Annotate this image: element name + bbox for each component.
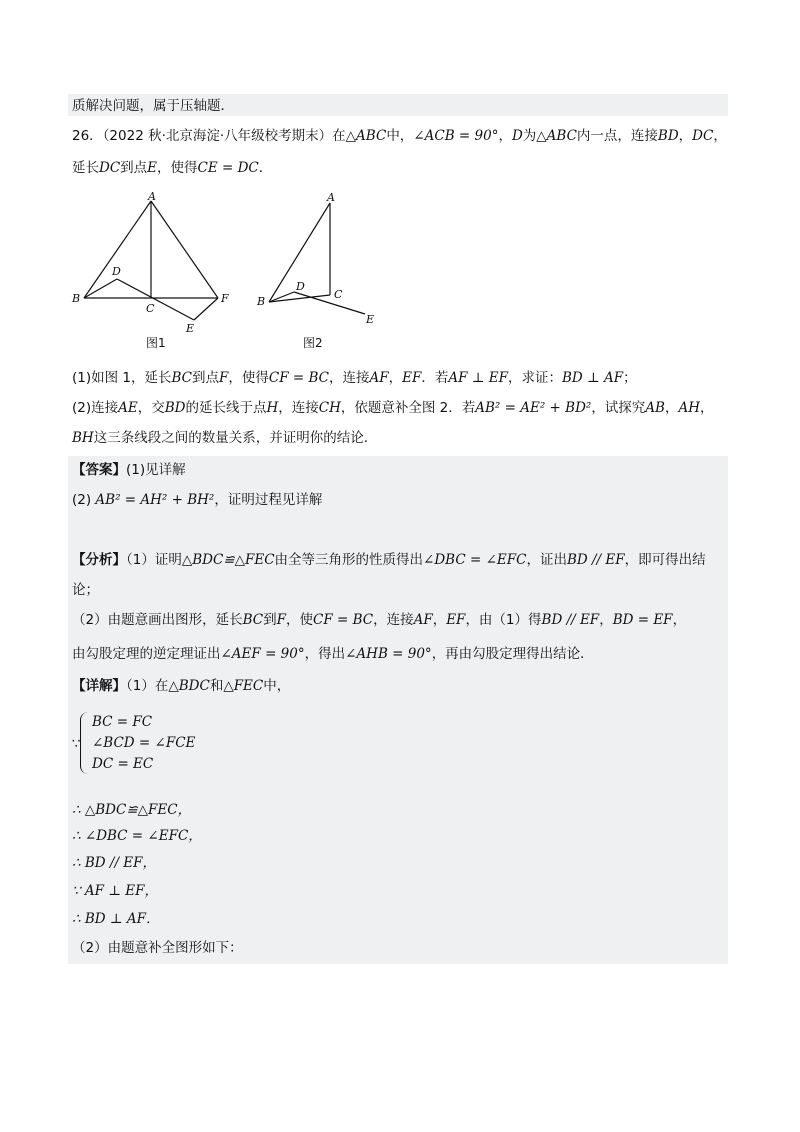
answer-heading: 【答案】 <box>72 462 126 478</box>
sys-eq: DC = EC <box>92 756 154 772</box>
fig2-label-c: C <box>334 288 343 301</box>
p1-text: ，求证： <box>507 370 562 386</box>
ana-text: ，连接 <box>373 612 414 628</box>
question-source: （2022 秋·北京海淀·八年级校考期末） <box>102 128 333 144</box>
q-text: 内一点，连接 <box>576 128 658 144</box>
p1-seg: EF <box>402 370 422 386</box>
ana-seg: EF <box>446 612 466 628</box>
det-text: （2）由题意补全图形如下： <box>72 940 243 956</box>
det-text: 和 <box>209 678 224 694</box>
q-text: ， <box>713 128 727 144</box>
ana-angle: ∠AEF = 90° <box>220 646 305 662</box>
question-line-2 <box>72 158 727 178</box>
det-result: ∴ BD // EF， <box>72 855 157 871</box>
p1-point: F <box>219 370 229 386</box>
question-line-1 <box>72 126 727 146</box>
fig1-label-c: C <box>146 302 155 315</box>
detail-part-2 <box>72 938 727 958</box>
ana-cong: △BDC≌△FEC <box>181 552 275 568</box>
system-row-1 <box>92 712 747 732</box>
q-text: ，使得 <box>157 160 198 176</box>
detail-line-1 <box>72 676 727 696</box>
q-text: 延长 <box>72 160 99 176</box>
p2-eq: AB² = AE² + BD² <box>475 400 592 416</box>
det-text: 中， <box>263 678 291 694</box>
fig1-label-d: D <box>112 265 121 278</box>
det-result: ∴ BD ⊥ AF． <box>72 911 160 927</box>
detail-heading: 【详解】 <box>72 678 126 694</box>
sys-eq: ∠BCD = ∠FCE <box>92 735 196 751</box>
p2-seg: BD <box>164 400 186 416</box>
q-triangle: △ABC <box>536 128 577 144</box>
det-tri: △FEC <box>223 678 264 694</box>
fig1-label-a: A <box>148 190 156 203</box>
system-row-2 <box>92 733 747 753</box>
analysis-line-3 <box>72 610 727 630</box>
q-text: ． <box>258 160 273 176</box>
result-line-3 <box>72 853 727 873</box>
answer-2-eq: AB² = AH² + BH² <box>95 492 215 508</box>
det-result: ∵ AF ⊥ EF， <box>72 883 158 899</box>
answer-2-text: ，证明过程见详解 <box>214 492 323 508</box>
q-seg: DC <box>692 128 714 144</box>
ana-eq: CF = BC <box>312 612 374 628</box>
ana-text: ，证出 <box>526 552 567 568</box>
p1-text: ， <box>388 370 403 386</box>
q-eq: CE = DC <box>197 160 259 176</box>
p2-seg: AE <box>118 400 138 416</box>
det-text: （1）在 <box>126 678 169 694</box>
q-seg: BD <box>657 128 679 144</box>
q-text: 为 <box>522 128 537 144</box>
q-angle: ∠ACB = 90° <box>413 128 499 144</box>
p2-seg: AH <box>678 400 701 416</box>
ana-text: 由全等三角形的性质得出 <box>274 552 424 568</box>
answer-line-2 <box>72 490 727 510</box>
p1-text: ．若 <box>421 370 449 386</box>
fig1-label-e: E <box>186 322 195 335</box>
fig1-seg-ef <box>194 298 218 320</box>
ana-text: ，再由勾股定理得出结论． <box>431 646 594 662</box>
sys-eq: BC = FC <box>92 714 153 730</box>
part-2-line-1 <box>72 398 727 418</box>
part-2-line-2 <box>72 428 727 448</box>
p2-text: 的延长线于点 <box>185 400 267 416</box>
ana-text: ，使 <box>285 612 313 628</box>
figure-1 <box>68 190 238 335</box>
ana-text: ， <box>432 612 447 628</box>
q-seg: DC <box>99 160 121 176</box>
ana-text: 论； <box>72 582 99 598</box>
answer-1: (1)见详解 <box>126 462 186 478</box>
p1-text: ； <box>623 370 637 386</box>
fig1-label-b: B <box>72 292 81 305</box>
fig1-label-f: F <box>221 292 229 305</box>
fig1-seg-af <box>151 201 218 298</box>
top-line <box>72 96 727 116</box>
fig1-seg-ab <box>84 201 151 298</box>
p1-text: (1)如图 1，延长 <box>72 370 172 386</box>
because-symbol: ∵ <box>72 736 81 752</box>
p1-goal: BD ⊥ AF <box>561 370 624 386</box>
ana-text: ， <box>599 612 613 628</box>
fig2-label-d: D <box>296 280 305 293</box>
analysis-line-2 <box>72 580 727 600</box>
fig2-label-a: A <box>327 191 335 204</box>
fig1-seg-bd <box>84 279 117 298</box>
result-line-4 <box>72 881 727 901</box>
ana-text: （2）由题意画出图形，延长 <box>72 612 243 628</box>
ana-seg: AF <box>413 612 433 628</box>
fig2-label-b: B <box>257 295 266 308</box>
p2-text: ， <box>664 400 679 416</box>
p2-point: H <box>266 400 279 416</box>
q-text: ， <box>678 128 693 144</box>
answer-line-1 <box>72 460 727 480</box>
analysis-line-4 <box>72 644 727 664</box>
p2-text: ，依题意补全图 2．若 <box>340 400 476 416</box>
system-brace <box>80 712 91 774</box>
question-number: 26． <box>72 128 103 144</box>
ana-text: ，即可得出结 <box>624 552 706 568</box>
q-text: 中， <box>386 128 414 144</box>
q-point: E <box>147 160 158 176</box>
q-text: 在 <box>332 128 346 144</box>
ana-angle: ∠AHB = 90° <box>345 646 432 662</box>
det-result: ∴ ∠DBC = ∠EFC， <box>72 828 202 844</box>
p2-text: ， <box>700 400 714 416</box>
ana-seg: BC <box>242 612 264 628</box>
result-line-2 <box>72 826 727 846</box>
ana-point: F <box>276 612 286 628</box>
top-text: 质解决问题，属于压轴题． <box>72 98 234 114</box>
det-tri: △BDC <box>168 678 210 694</box>
fig2-label-e: E <box>366 313 375 326</box>
det-result: ∴ △BDC≌△FEC， <box>72 802 192 818</box>
fig1-seg-de <box>117 279 194 320</box>
p2-text: ，连接 <box>278 400 319 416</box>
p1-seg: BC <box>171 370 193 386</box>
system-row-3 <box>92 754 747 774</box>
ana-text: 到 <box>263 612 277 628</box>
answer-2-prefix: (2) <box>72 492 96 508</box>
ana-text: （1）证明 <box>126 552 182 568</box>
ana-text: ，由（1）得 <box>465 612 542 628</box>
ana-text: ，得出 <box>304 646 346 662</box>
ana-parallel: BD // EF <box>541 612 600 628</box>
q-text: 到点 <box>120 160 148 176</box>
p1-text: ，连接 <box>329 370 370 386</box>
p2-text: (2)连接 <box>72 400 119 416</box>
p2-text: 这三条线段之间的数量关系，并证明你的结论． <box>93 430 378 446</box>
p1-text: 到点 <box>192 370 220 386</box>
p2-seg: CH <box>318 400 341 416</box>
p1-eq: AF ⊥ EF <box>448 370 508 386</box>
p1-text: ，使得 <box>228 370 269 386</box>
p1-eq: CF = BC <box>268 370 329 386</box>
figure-1-caption: 图1 <box>146 336 166 350</box>
ana-text: 由勾股定理的逆定理证出 <box>72 646 221 662</box>
p2-text: ，交 <box>137 400 165 416</box>
q-text: ， <box>498 128 512 144</box>
p2-seg: AB <box>645 400 665 416</box>
analysis-heading: 【分析】 <box>72 552 126 568</box>
p2-seg: BH <box>72 430 94 446</box>
analysis-line-1 <box>72 550 727 570</box>
ana-angle: ∠DBC = ∠EFC <box>423 552 527 568</box>
q-point: D <box>511 128 523 144</box>
figure-2-caption: 图2 <box>303 336 323 350</box>
p1-seg: AF <box>369 370 389 386</box>
ana-parallel: BD // EF <box>566 552 625 568</box>
figure-2 <box>255 190 385 335</box>
result-line-1 <box>72 800 727 820</box>
result-line-5 <box>72 909 727 929</box>
ana-eq: BD = EF <box>612 612 673 628</box>
ana-text: ， <box>672 612 687 628</box>
part-1 <box>72 368 727 388</box>
q-triangle: △ABC <box>345 128 387 144</box>
p2-text: ，试探究 <box>591 400 646 416</box>
